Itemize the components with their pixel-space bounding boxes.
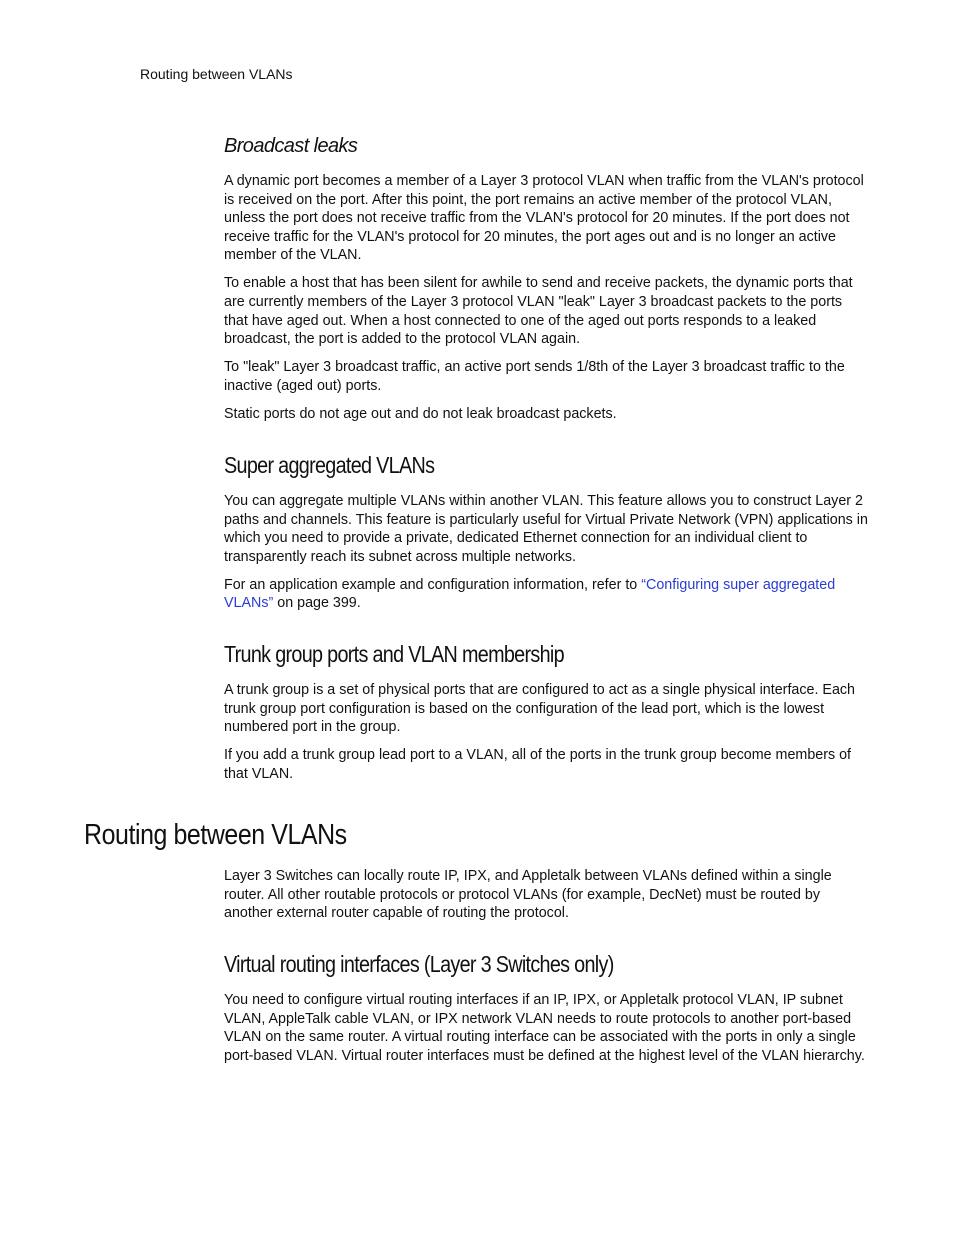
heading-broadcast-leaks: Broadcast leaks xyxy=(224,135,358,157)
text-prefix: For an application example and configuration information, refer to xyxy=(224,576,642,593)
paragraph: If you add a trunk group lead port to a VLAN, all of the ports in the trunk group become members of that VLAN. xyxy=(224,747,852,782)
paragraph: Static ports do not age out and do not leak broadcast packets. xyxy=(224,406,617,423)
section-broadcast-leaks xyxy=(224,133,868,433)
heading-trunk-group-ports: Trunk group ports and VLAN membership xyxy=(224,641,564,667)
paragraph: To enable a host that has been silent for awhile to send and receive packets, the dynamic ports that are currently members of the Layer 3 protocol VLAN "leak" Layer 3 broadcast packets to the ports that have aged out. When a host connected to one of the aged out ports responds to a leaked broadcast, the port is added to the protocol VLAN again. xyxy=(224,275,853,348)
section-trunk-group-ports xyxy=(224,640,868,793)
cross-reference-link[interactable]: “Configuring super aggregated VLANs” xyxy=(224,576,836,612)
paragraph-cross-reference xyxy=(224,576,868,613)
heading-virtual-routing-interfaces: Virtual routing interfaces (Layer 3 Switches only) xyxy=(224,951,614,977)
heading-super-aggregated-vlans: Super aggregated VLANs xyxy=(224,452,435,478)
paragraph: To "leak" Layer 3 broadcast traffic, an active port sends 1/8th of the Layer 3 broadcast traffic to the inactive (aged out) ports. xyxy=(224,359,845,394)
paragraph: A dynamic port becomes a member of a Layer 3 protocol VLAN when traffic from the VLAN's protocol is received on the port. After this point, the port remains an active member of the protocol VLAN, unless the port does not receive traffic from the VLAN's protocol for 20 minutes. If the port does not receive traffic for the VLAN's protocol for 20 minutes, the port ages out and is no longer an active member of the VLAN. xyxy=(224,173,864,264)
running-header: Routing between VLANs xyxy=(140,66,293,82)
section-virtual-routing-interfaces xyxy=(224,950,868,1075)
text-suffix: on page 399. xyxy=(273,595,361,612)
paragraph: You need to configure virtual routing interfaces if an IP, IPX, or Appletalk protocol VLAN, IP subnet VLAN, AppleTalk cable VLAN, or IPX network VLAN needs to route protocols to another port-based VLAN on the same router. A virtual routing interface can be associated with the ports in only a single port-based VLAN. Virtual router interfaces must be defined at the highest level of the VLAN hierarchy. xyxy=(224,992,865,1064)
paragraph: A trunk group is a set of physical ports that are configured to act as a single physical interface. Each trunk group port configuration is based on the configuration of the lead port, which is the lowest numbered port in the group. xyxy=(224,682,855,736)
heading-routing-between-vlans: Routing between VLANs xyxy=(84,819,347,851)
paragraph: You can aggregate multiple VLANs within another VLAN. This feature allows you to construct Layer 2 paths and channels. This feature is particularly useful for Virtual Private Network (VPN) applications in which you need to provide a private, dedicated Ethernet connection for an individual client to transparently reach its subnet across multiple networks. xyxy=(224,493,868,565)
section-super-aggregated-vlans xyxy=(224,451,868,623)
section-routing-between-vlans xyxy=(224,867,868,932)
paragraph: Layer 3 Switches can locally route IP, IPX, and Appletalk between VLANs defined within a single router. All other routable protocols or protocol VLANs (for example, DecNet) must be routed by another external router capable of routing the protocol. xyxy=(224,868,832,922)
